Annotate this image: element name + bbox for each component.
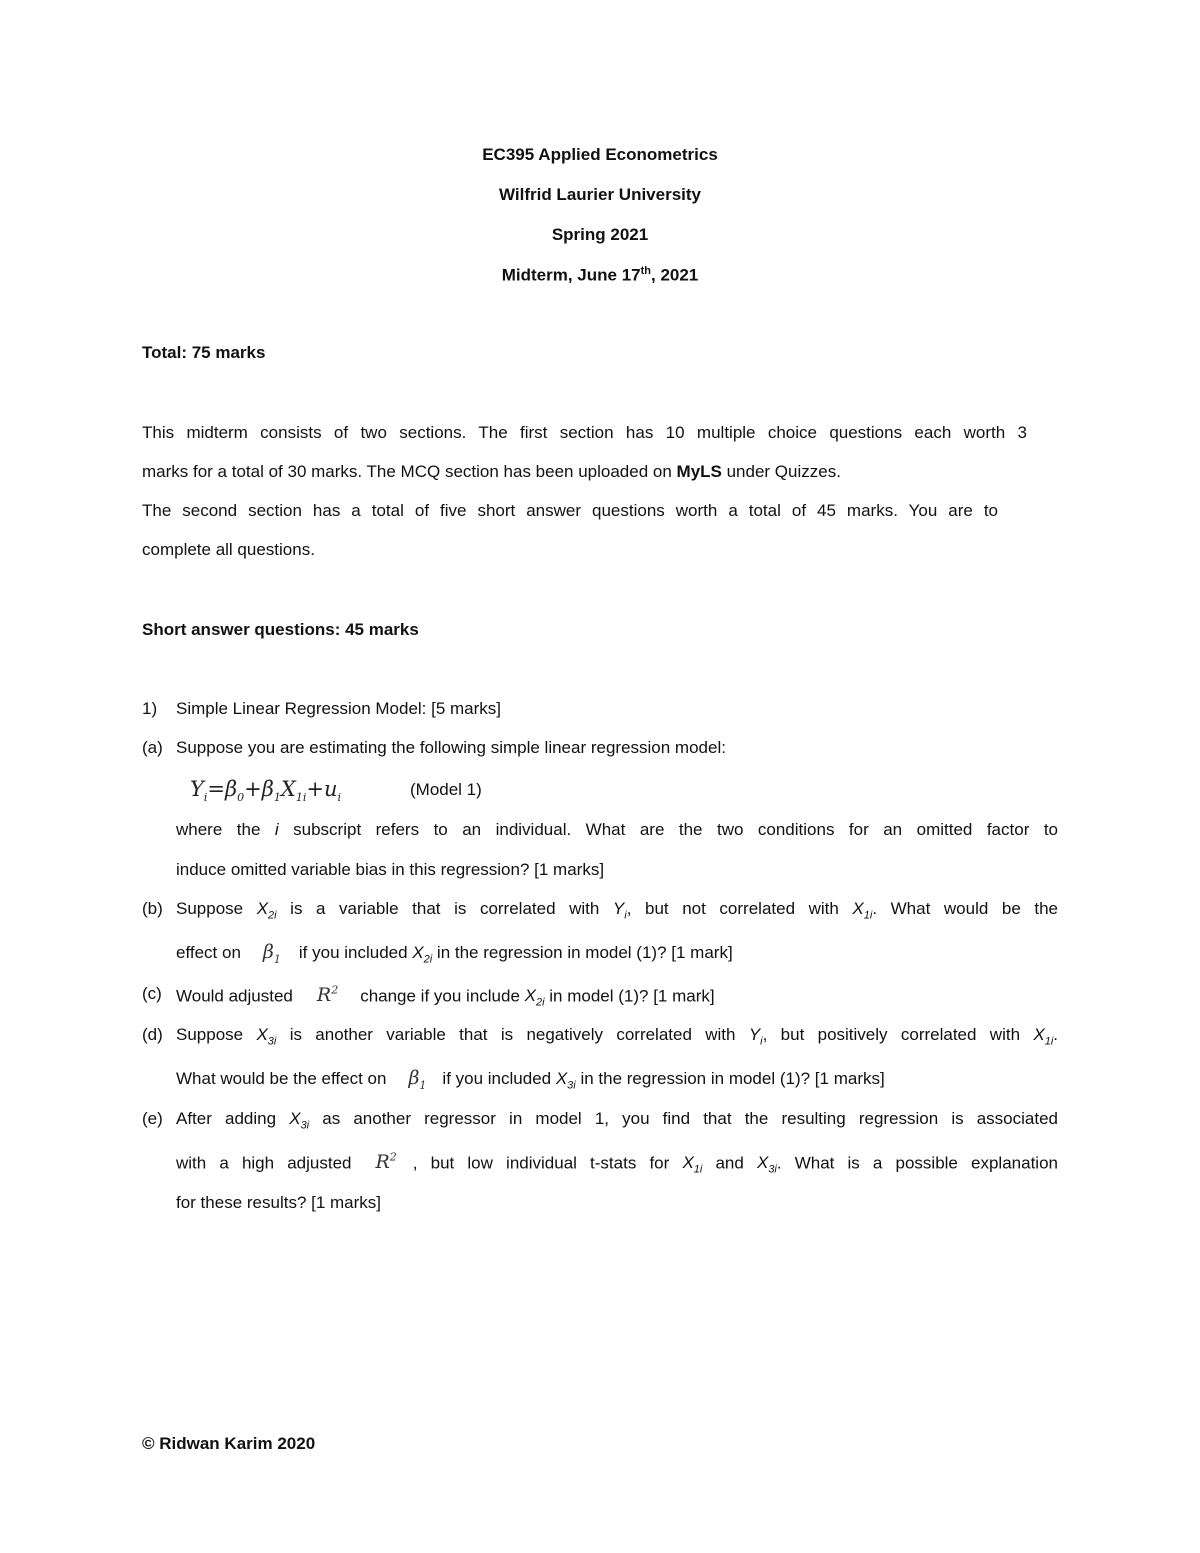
part-d-line-2: What would be the effect on $\beta_1$ if you included $X_{3i}$ in the regression in model (1)? [1 marks]: [176, 1067, 885, 1092]
intro-line-2: marks for a total of 30 marks. The MCQ section has been uploaded on MyLS under Quizzes.: [142, 462, 841, 481]
part-b-line-1: Suppose $X_{2i}$ is a variable that is correlated with $Y_i$, but not correlated with $X_{1i}$. What would be the: [176, 899, 1058, 922]
part-e-line-3: for these results? [1 marks]: [176, 1193, 382, 1212]
beta1-symbol: $\beta_1$: [408, 1067, 427, 1092]
part-a-line-2: where the i subscript refers to an individual. What are the two conditions for an omitted factor to: [176, 820, 1059, 839]
part-b-label: (b): [142, 899, 163, 918]
r-squared-symbol: $R^2$: [375, 1151, 397, 1174]
part-e-line-2: with a high adjusted $R^2$ , but low individual t-stats for $X_{1i}$ and $X_{3i}$. What is a possible explanation: [176, 1151, 1058, 1176]
r-squared-symbol: $R^2$: [316, 984, 339, 1007]
part-c-line-1: Would adjusted $R^2$ change if you include $X_{2i}$ in model (1)? [1 mark]: [176, 984, 715, 1009]
model-label: (Model 1): [410, 780, 482, 799]
part-a-line-3: induce omitted variable bias in this regression? [1 marks]: [176, 860, 605, 879]
part-e-line-1: After adding $X_{3i}$ as another regressor in model 1, you find that the resulting regression is associated: [176, 1109, 1059, 1132]
part-d-line-1: Suppose $X_{3i}$ is another variable that is negatively correlated with $Y_i$, but positively correlated with $X_{1i}$.: [176, 1025, 1059, 1048]
intro-line-4: complete all questions.: [142, 540, 315, 559]
part-e-label: (e): [142, 1109, 163, 1128]
part-d-label: (d): [142, 1025, 163, 1044]
total-marks: Total: 75 marks: [142, 343, 266, 362]
beta1-symbol: $\beta_1$: [262, 941, 281, 966]
copyright-footer: © Ridwan Karim 2020: [142, 1434, 316, 1453]
exam-date: Midterm, June 17th, 2021: [501, 265, 699, 285]
part-c-label: (c): [142, 984, 162, 1003]
course-title: EC395 Applied Econometrics: [482, 145, 718, 164]
short-answer-heading: Short answer questions: 45 marks: [142, 620, 419, 639]
term: Spring 2021: [551, 225, 649, 244]
intro-line-1: This midterm consists of two sections. The first section has 10 multiple choice questions each worth 3: [142, 423, 1027, 442]
part-a-line-1: Suppose you are estimating the following simple linear regression model:: [176, 738, 726, 757]
part-a-label: (a): [142, 738, 163, 757]
question-number: 1): [142, 699, 158, 718]
part-b-line-2: effect on $\beta_1$ if you included $X_{2i}$ in the regression in model (1)? [1 mark]: [176, 941, 733, 966]
question-title: Simple Linear Regression Model: [5 marks]: [176, 699, 502, 718]
intro-line-3: The second section has a total of five short answer questions worth a total of 45 marks. You are to: [142, 501, 998, 520]
university-name: Wilfrid Laurier University: [498, 185, 701, 204]
regression-equation: $Y_i=\beta_0+\beta_1X_{1i}+u_i$: [190, 777, 342, 805]
